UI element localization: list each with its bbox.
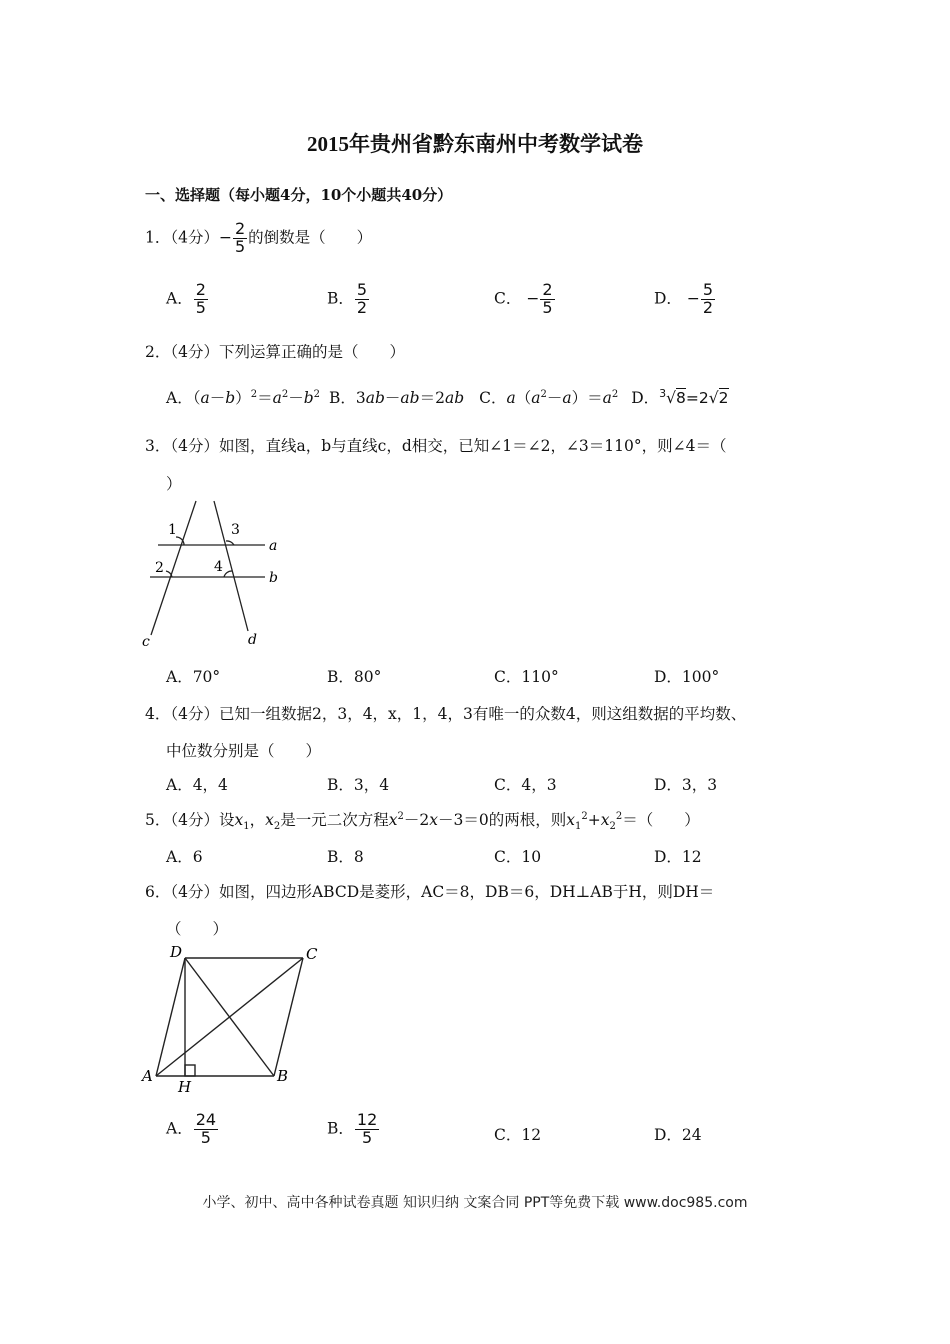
q2-d-radicand-2: 2: [718, 389, 729, 407]
question-6-stem-line2: （ ）: [166, 920, 229, 938]
side-ad: [156, 958, 185, 1076]
q2-d-eq: =2: [685, 389, 709, 407]
vertex-a-label: A: [142, 1067, 153, 1085]
q3-option-c: C．110°: [494, 668, 559, 686]
line-c-label: c: [142, 634, 150, 650]
q5-option-d: D．12: [654, 848, 702, 866]
page-title: 2015年贵州省黔东南州中考数学试卷: [307, 132, 643, 156]
diagonal-db: [185, 958, 274, 1076]
q4-option-d: D．3，3: [654, 776, 718, 794]
q6-option-d: D．24: [654, 1126, 702, 1144]
q3-option-a: A．70°: [166, 668, 221, 686]
q1-option-c: [494, 282, 556, 317]
q5-option-a: A．6: [166, 848, 203, 866]
q5-option-b: B．8: [327, 848, 364, 866]
q4-option-a: A．4，4: [166, 776, 228, 794]
q2-option-c-label: C．: [479, 389, 507, 407]
q1-fraction: [233, 221, 247, 256]
angle-4-arc: [224, 571, 232, 577]
right-angle-marker: [185, 1065, 195, 1076]
q6-b-den: 5: [361, 1127, 373, 1147]
angle-2-arc: [166, 571, 172, 577]
q2-d-radicand: 8: [676, 389, 686, 407]
q1-option-d: [654, 282, 716, 317]
q1-c-den: 5: [542, 297, 553, 317]
q2-d-root-index: 3: [659, 386, 667, 400]
page-footer: 小学、初中、高中各种试卷真题 知识归纳 文案合同 PPT等免费下载 www.doc985.com: [202, 1195, 748, 1211]
q4-option-b: B．3，4: [327, 776, 390, 794]
q6-a-den: 5: [200, 1127, 211, 1147]
q1-option-d-label: D．: [654, 289, 682, 308]
q6-option-c: C．12: [494, 1126, 542, 1144]
question-3-stem-line2: ）: [166, 475, 182, 493]
vertex-b-label: B: [277, 1067, 289, 1085]
q1-frac-num: 2: [234, 219, 246, 238]
line-a-label: a: [269, 538, 278, 554]
q3-option-d: D．100°: [654, 668, 720, 686]
q1-frac-den: 5: [234, 236, 246, 256]
line-d-label: d: [248, 632, 257, 648]
q1-d-num: 5: [702, 280, 714, 299]
section-heading: 一、选择题（每小题4分，10个小题共40分）: [145, 186, 453, 204]
q1-c-neg: −: [526, 289, 540, 308]
q2-option-b-expr: 3ab－ab＝2ab: [355, 389, 465, 407]
vertex-d-label: D: [170, 943, 183, 961]
q2-option-d-expr: $^3$√8=2√2: [659, 386, 729, 407]
question-3-stem-line1: 3．（4分）如图，直线a，b与直线c，d相交，已知∠1＝∠2，∠3＝110°，则∠4＝（: [145, 437, 727, 455]
q2-option-a-label: A．: [166, 389, 193, 407]
q4-option-c: C．4，3: [494, 776, 557, 794]
q6-option-b: [327, 1112, 380, 1147]
q6-figure: [138, 940, 328, 1100]
q1-neg-sign: −: [218, 228, 232, 247]
angle-2-label: 2: [155, 560, 164, 576]
foot-h-label: H: [178, 1078, 192, 1096]
q1-option-b-label: B．: [327, 289, 354, 308]
line-b-label: b: [269, 570, 278, 586]
q1-b-num: 5: [356, 280, 368, 299]
q1-option-b: [327, 282, 370, 317]
question-1-stem: [145, 221, 372, 256]
question-6-stem-line1: 6．（4分）如图，四边形ABCD是菱形，AC＝8，DB＝6，DH⊥AB于H，则DH＝: [145, 883, 715, 901]
angle-4-label: 4: [214, 559, 223, 575]
q1-suffix: 的倒数是（ ）: [248, 228, 373, 247]
q6-option-b-label: B．: [327, 1119, 354, 1138]
q1-a-den: 5: [195, 297, 206, 317]
q6-option-a-label: A．: [166, 1119, 193, 1138]
q1-a-num: 2: [195, 280, 206, 299]
q1-b-den: 2: [356, 297, 368, 317]
question-5-stem: 5．（4分）设$x_1$，$x_2$是一元二次方程$x^2-2x-3=0$的两根，则$x_1^2+x_2^2=$（ ）: [145, 810, 700, 833]
q6-option-a: [166, 1112, 219, 1147]
q2-option-a-expr: $(a-b)^2=a^2-b^2$: [192, 388, 321, 407]
question-2-stem: 2．（4分）下列运算正确的是（ ）: [145, 343, 405, 361]
q1-option-a-label: A．: [166, 289, 193, 308]
angle-1-arc: [176, 537, 184, 545]
q1-c-num: 2: [542, 280, 553, 299]
q3-option-b: B．80°: [327, 668, 382, 686]
q1-option-a: [166, 282, 209, 317]
side-cb: [274, 958, 303, 1076]
q1-prefix: 1．（4分）: [145, 228, 219, 247]
question-4-stem-line2: 中位数分别是（ ）: [166, 742, 322, 760]
q3-figure: [138, 495, 288, 655]
q1-option-c-label: C．: [494, 289, 522, 308]
q5-option-c: C．10: [494, 848, 542, 866]
q2-option-d-label: D．: [631, 389, 660, 407]
q6-b-num: 12: [356, 1110, 378, 1129]
q2-option-b-label: B．: [328, 389, 356, 407]
q1-d-neg: −: [686, 289, 700, 308]
q2-options: [166, 386, 729, 408]
question-4-stem-line1: 4．（4分）已知一组数据2，3，4，x，1，4，3有唯一的众数4，则这组数据的平均数、: [145, 705, 747, 723]
q2-option-c-expr: $a(a^2-a)=a^2$: [506, 388, 619, 407]
q1-d-den: 2: [702, 297, 714, 317]
angle-1-label: 1: [168, 522, 177, 538]
vertex-c-label: C: [306, 945, 318, 963]
q6-a-num: 24: [195, 1110, 217, 1129]
angle-3-label: 3: [231, 522, 240, 538]
